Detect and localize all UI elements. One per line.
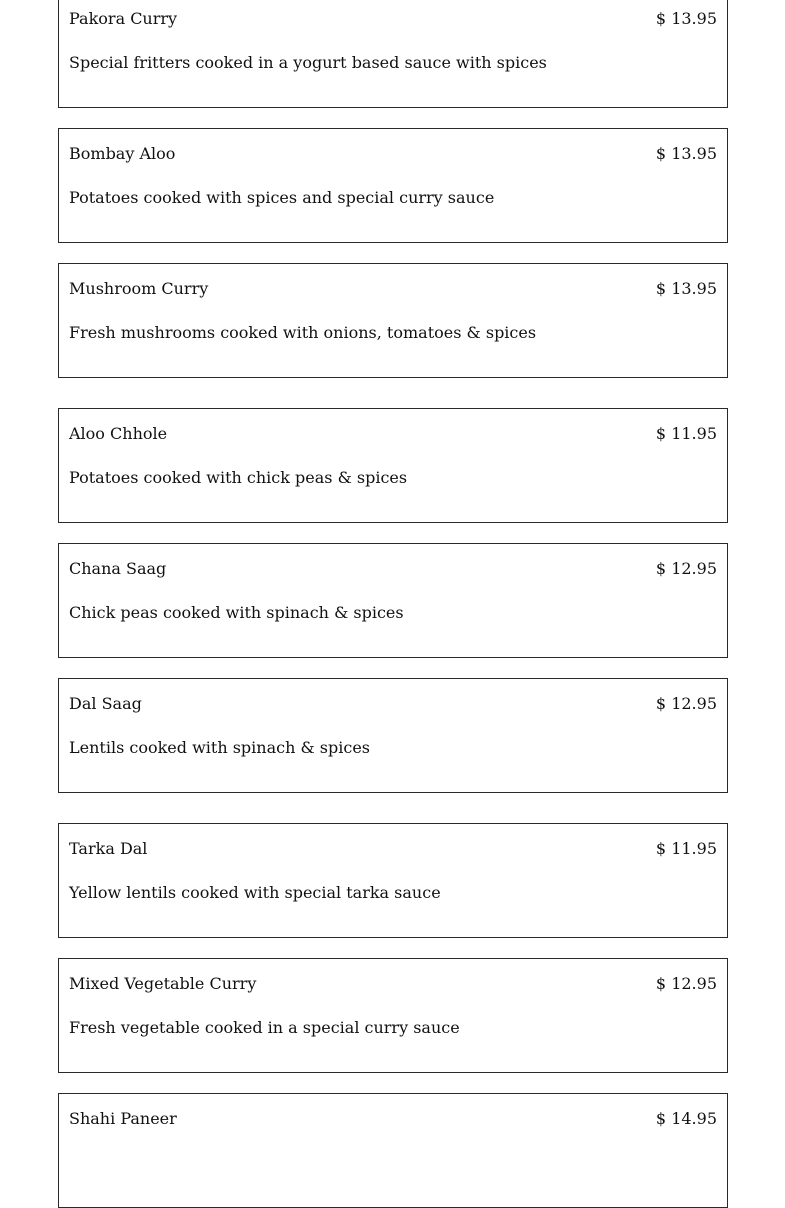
item-name: Pakora Curry [69,9,178,28]
menu-item[interactable] [58,543,728,658]
menu-list [58,0,728,1208]
menu-item[interactable] [58,128,728,243]
menu-item[interactable] [58,1093,728,1208]
item-description: Potatoes cooked with chick peas & spices [69,468,408,487]
menu-item[interactable] [58,678,728,793]
item-name: Dal Saag [69,694,142,713]
item-price: $ 12.95 [655,559,717,578]
menu-item[interactable] [58,823,728,938]
menu-item[interactable] [58,0,728,108]
menu-item[interactable] [58,958,728,1073]
item-description: Special fritters cooked in a yogurt based sauce with spices [69,53,547,72]
item-description: Chick peas cooked with spinach & spices [69,603,404,622]
item-name: Shahi Paneer [69,1109,177,1128]
item-name: Aloo Chhole [69,424,168,443]
item-price: $ 13.95 [655,144,717,163]
item-price: $ 12.95 [655,694,717,713]
item-price: $ 12.95 [655,974,717,993]
item-description: Yellow lentils cooked with special tarka sauce [69,883,441,902]
item-price: $ 14.95 [655,1109,717,1128]
item-name: Tarka Dal [69,839,148,858]
item-description: Potatoes cooked with spices and special curry sauce [69,188,495,207]
item-name: Mixed Vegetable Curry [69,974,257,993]
item-description: Lentils cooked with spinach & spices [69,738,371,757]
item-price: $ 13.95 [655,279,717,298]
item-name: Chana Saag [69,559,167,578]
item-description: Fresh vegetable cooked in a special curry sauce [69,1018,460,1037]
item-price: $ 13.95 [655,9,717,28]
item-price: $ 11.95 [655,839,717,858]
item-name: Mushroom Curry [69,279,209,298]
menu-item[interactable] [58,263,728,378]
menu-item[interactable] [58,408,728,523]
item-price: $ 11.95 [655,424,717,443]
item-name: Bombay Aloo [69,144,176,163]
item-description: Fresh mushrooms cooked with onions, tomatoes & spices [69,323,537,342]
